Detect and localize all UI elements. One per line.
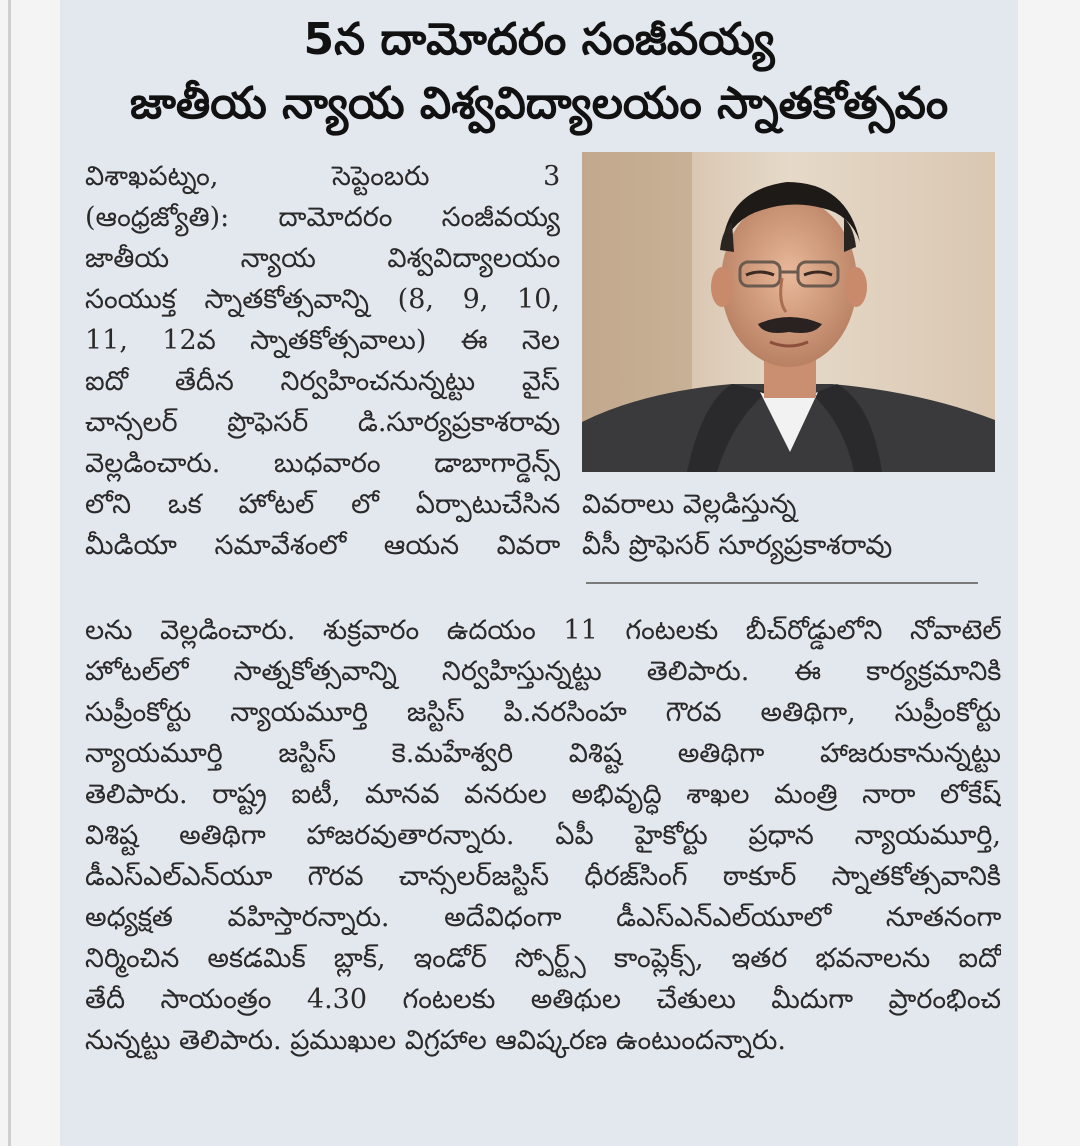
article-body-left-column [85, 156, 560, 566]
body-line: సంయుక్త స్నాతకోత్సవాన్ని (8, 9, 10, [85, 284, 560, 315]
body-line: జాతీయ న్యాయ విశ్వవిద్యాలయం [85, 243, 560, 274]
body-line: చాన్సలర్ ప్రొఫెసర్ డి.సూర్యప్రకాశరావు [85, 407, 560, 438]
body-line: విశాఖపట్నం, సెప్టెంబరు 3 [85, 161, 560, 192]
body-line: న్యాయమూర్తి జస్టిస్ కె.మహేశ్వరి విశిష్ట అతిథిగా హాజరుకానున్నట్టు [85, 738, 1001, 769]
body-line: 11, 12వ స్నాతకోత్సవాలు) ఈ నెల [85, 325, 560, 356]
body-line: డీఎస్ఎల్ఎన్‌యూ గౌరవ చాన్సలర్‌జస్టిస్ ధీరజ్‌సింగ్ ఠాకూర్ స్నాతకోత్సవానికి [85, 861, 1001, 892]
headline [60, 8, 1018, 136]
body-line: నిర్మించిన అకడమిక్ బ్లాక్, ఇండోర్ స్పోర్ట్స్ కాంప్లెక్స్, ఇతర భవనాలను ఐదో [85, 943, 1001, 974]
caption-line-1: వివరాలు వెల్లడిస్తున్న [582, 489, 797, 520]
body-line: అధ్యక్షత వహిస్తారన్నారు. అదేవిధంగా డీఎస్ఎన్ఎల్‌యూలో నూతనంగా [85, 902, 1001, 933]
left-margin-rule [8, 0, 11, 1146]
body-line: విశిష్ట అతిథిగా హాజరవుతారన్నారు. ఏపీ హైకోర్టు ప్రధాన న్యాయమూర్తి, [85, 820, 1001, 851]
body-line: నున్నట్టు తెలిపారు. ప్రముఖుల విగ్రహాల ఆవిష్కరణ ఉంటుందన్నారు. [85, 1025, 786, 1056]
body-line: వెల్లడించారు. బుధవారం డాబాగార్డెన్స్ [85, 448, 560, 479]
portrait-photo-icon [582, 152, 995, 472]
body-line: ఐదో తేదీన నిర్వహించనున్నట్టు వైస్ [85, 366, 560, 397]
article-body-full-width [85, 610, 1001, 1061]
headline-line-2: జాతీయ న్యాయ విశ్వవిద్యాలయం స్నాతకోత్సవం [129, 78, 949, 129]
photo-caption [582, 484, 1002, 566]
body-line: (ఆంధ్రజ్యోతి): దామోదరం సంజీవయ్య [85, 202, 560, 233]
caption-divider [586, 582, 978, 584]
body-line: లోని ఒక హోటల్ లో ఏర్పాటుచేసిన [85, 489, 560, 520]
body-line: తెలిపారు. రాష్ట్ర ఐటీ, మానవ వనరుల అభివృద్ధి శాఖల మంత్రి నారా లోకేష్ [85, 779, 1001, 810]
body-line: లను వెల్లడించారు. శుక్రవారం ఉదయం 11 గంటలకు బీచ్‌రోడ్డులోని నోవాటెల్ [85, 615, 1001, 646]
portrait-illustration [582, 152, 995, 472]
body-line: మీడియా సమావేశంలో ఆయన వివరా [85, 530, 560, 561]
caption-line-2: వీసీ ప్రొఫెసర్ సూర్యప్రకాశరావు [582, 530, 893, 561]
body-line: తేదీ సాయంత్రం 4.30 గంటలకు అతిథుల చేతులు మీదుగా ప్రారంభించ [85, 984, 1001, 1015]
body-line: సుప్రీంకోర్టు న్యాయమూర్తి జస్టిస్ పి.నరసింహ గౌరవ అతిథిగా, సుప్రీంకోర్టు [85, 697, 1001, 728]
body-line: హోటల్‌లో సాత్నకోత్సవాన్ని నిర్వహిస్తున్నట్టు తెలిపారు. ఈ కార్యక్రమానికి [85, 656, 1001, 687]
news-clipping [60, 0, 1018, 1146]
headline-line-1: 5న దామోదరం సంజీవయ్య [303, 14, 775, 65]
